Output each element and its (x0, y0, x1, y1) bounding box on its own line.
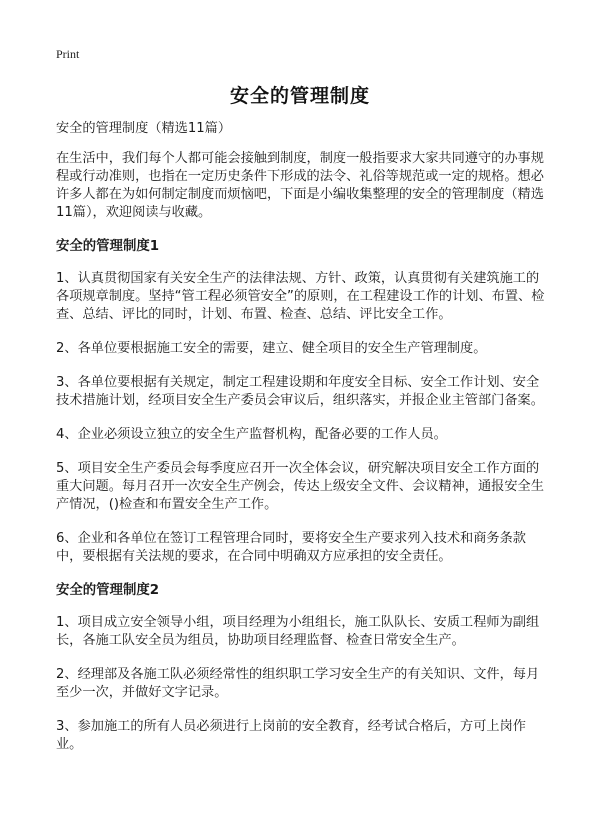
section-paragraph: 2、各单位要根据施工安全的需要，建立、健全项目的安全生产管理制度。 (56, 341, 487, 356)
section-paragraph: 4、企业必须设立独立的安全生产监督机构，配备必要的工作人员。 (56, 427, 447, 442)
document-title: 安全的管理制度 (229, 85, 370, 107)
section-paragraph: 6、企业和各单位在签订工程管理合同时，要将安全生产要求列入技术和商务条款中，要根据有关法规的要求，在合同中明确双方应承担的安全责任。 (56, 531, 526, 564)
document-subtitle: 安全的管理制度（精选11篇） (56, 121, 232, 136)
section-paragraph: 2、经理部及各施工队必须经常性的组织职工学习安全生产的有关知识、文件，每月至少一次，并做好文字记录。 (56, 667, 540, 700)
intro-paragraph: 在生活中，我们每个人都可能会接触到制度，制度一般指要求大家共同遵守的办事规程或行动准则，也指在一定历史条件下形成的法令、礼俗等规范或一定的规格。想必许多人都在为如何制定制度而烦恼吧，下面是小编收集整理的安全的管理制度（精选11篇），欢迎阅读与收藏。 (56, 151, 544, 220)
section-1 (56, 238, 548, 566)
section-heading: 安全的管理制度2 (56, 583, 160, 598)
section-paragraph: 1、项目成立安全领导小组，项目经理为小组组长，施工队队长、安质工程师为副组长，各施工队安全员为组员，协助项目经理监督、检查日常安全生产。 (56, 615, 540, 648)
section-2 (56, 582, 548, 754)
document-body (56, 120, 548, 770)
section-paragraph: 3、参加施工的所有人员必须进行上岗前的安全教育，经考试合格后，方可上岗作业。 (56, 719, 526, 752)
print-label: Print (56, 47, 80, 61)
section-paragraph: 3、各单位要根据有关规定，制定工程建设期和年度安全目标、安全工作计划、安全技术措施计划，经项目安全生产委员会审议后，组织落实，并报企业主管部门备案。 (56, 375, 544, 408)
section-heading: 安全的管理制度1 (56, 239, 160, 254)
section-paragraph: 1、认真贯彻国家有关安全生产的法律法规、方针、政策，认真贯彻有关建筑施工的各项规章制度。坚持“管工程必须管安全”的原则，在工程建设工作的计划、布置、检查、总结、评比的同时，计划、布置、检查、总结、评比安全工作。 (56, 271, 545, 322)
section-paragraph: 5、项目安全生产委员会每季度应召开一次全体会议，研究解决项目安全工作方面的重大问题。每月召开一次安全生产例会，传达上级安全文件、会议精神，通报安全生产情况，()检查和布置安全生产工作。 (56, 461, 544, 512)
